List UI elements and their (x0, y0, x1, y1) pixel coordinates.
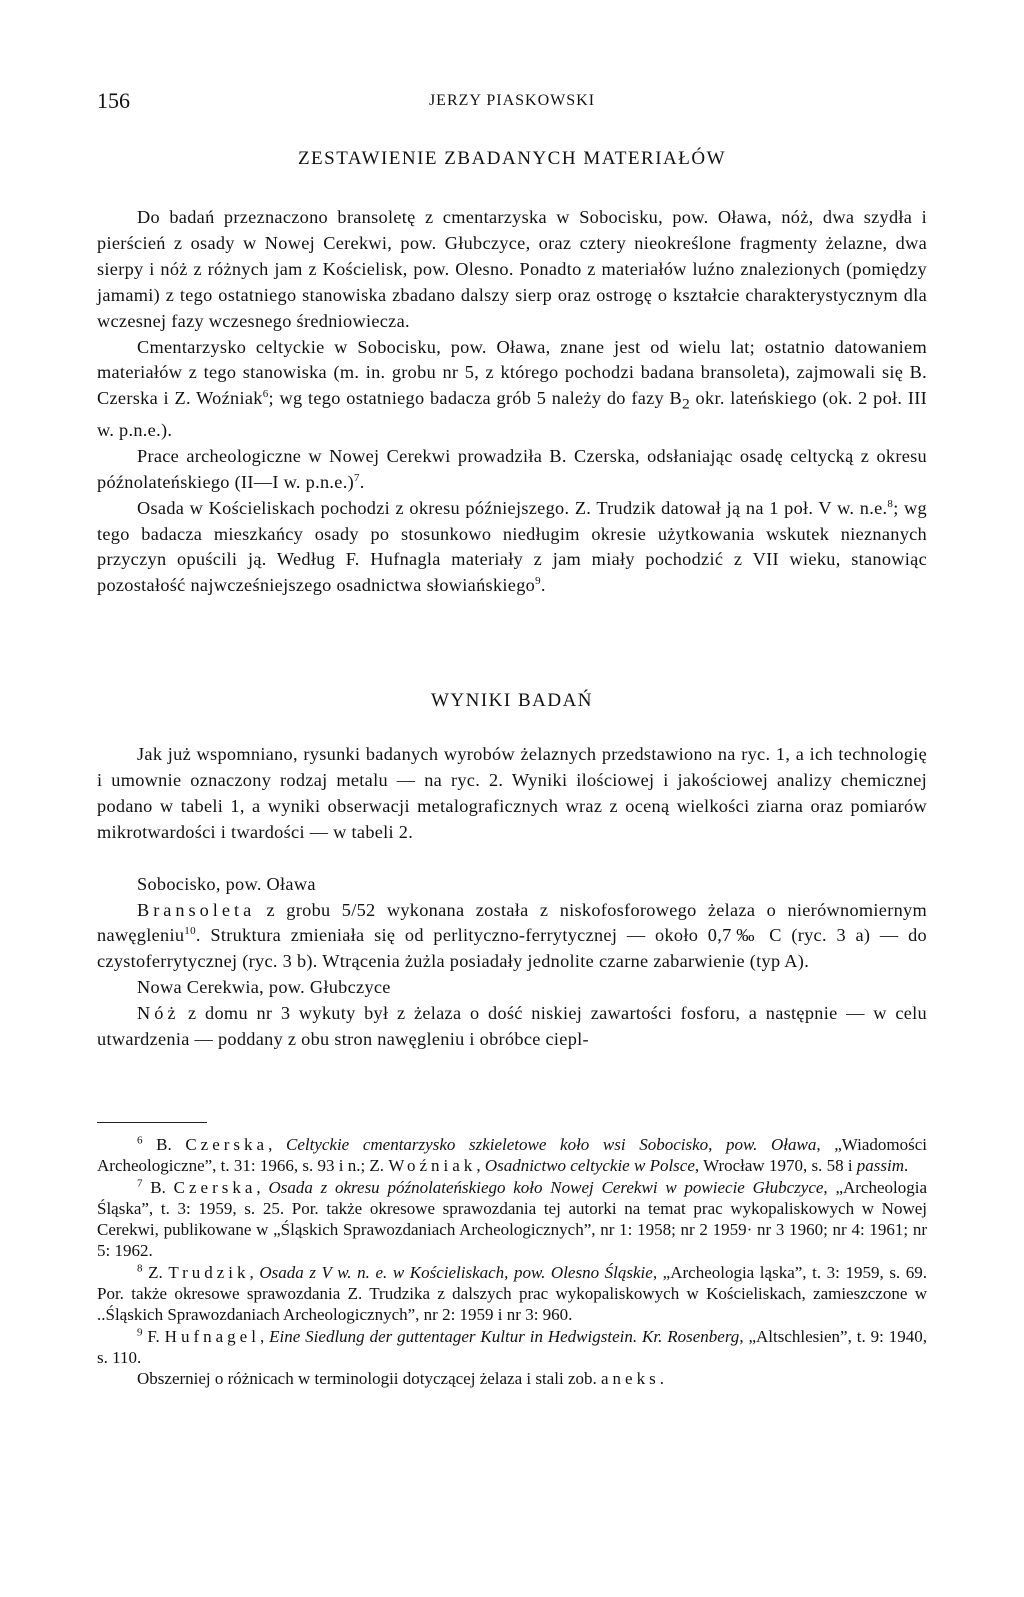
paragraph: Nóż z domu nr 3 wykuty był z żelaza o dość niskiej zawartości fosforu, a następnie — w celu utwardzenia — poddany z obu stron nawęgleniu i obróbce ciepl- (97, 1003, 927, 1050)
paragraph: Jak już wspomniano, rysunki badanych wyrobów żelaznych przedstawiono na ryc. 1, a ich technologię i umownie oznaczony rodzaj metalu — na ryc. 2. Wyniki ilościowej i jakościowej analizy chemicznej podano w tabeli 1, a wyniki obserwacji metalograficznych wraz z oceną wielkości ziarna oraz pomiarów mikrotwardości i twardości — w tabeli 2. (97, 744, 927, 842)
site-heading: Sobocisko, pow. Oława (137, 873, 316, 894)
paragraph: Bransoleta z grobu 5/52 wykonana została z niskofosforowego żelaza o nierównomiernym nawęgleniu$^{10}$. Struktura zmieniała się od perlityczno-ferrytycznej — około 0,7‰ C (ryc. 3 a) — do czystoferrytycznej (ryc. 3 b). Wtrącenia żużla posiadały jednolite czarne zabarwienie (typ A). (97, 899, 927, 972)
paragraph: Osada w Kościeliskach pochodzi z okresu późniejszego. Z. Trudzik datował ją na 1 poł. V w. n.e.$^8$; wg tego badacza mieszkańcy osady po stosunkowo niedługim okresie użytkowania wskutek nieznanych przyczyn opuścili ją. Według F. Hufnagla materiały z jam miały pochodzić z VII wieku, stanowiąc pozostałość najwcześniejszego osadnictwa słowiańskiego$^9$. (97, 497, 927, 596)
paragraph: Do badań przeznaczono bransoletę z cmentarzyska w Sobocisku, pow. Oława, nóż, dwa szydła i pierścień z osady w Nowej Cerekwi, pow. Głubczyce, oraz cztery nieokreślone fragmenty żelazne, dwa sierpy i nóż z różnych jam z Kościelisk, pow. Olesno. Ponadto z materiałów luźno znalezionych (pomiędzy jamami) z tego ostatniego stanowiska zbadano dalszy sierp oraz ostrogę o kształcie charakterystycznym dla wczesnej fazy wczesnego średniowiecza. (97, 207, 927, 331)
footnote-ref[interactable]: 6 (262, 388, 269, 401)
paragraph: Prace archeologiczne w Nowej Cerekwi prowadziła B. Czerska, odsłaniając osadę celtycką z okresu późnolateńskiego (II—I w. p.n.e.)$^7$. (97, 445, 927, 492)
section-heading-materials: ZESTAWIENIE ZBADANYCH MATERIAŁÓW (297, 148, 727, 169)
page-number: 156 (97, 88, 130, 113)
results-section-body (97, 742, 927, 1053)
page-header (97, 88, 927, 122)
section-heading-results: WYNIKI BADAŃ (430, 690, 594, 711)
object-term: Nóż (137, 1003, 180, 1024)
footnote: $^8$ Z. Trudzik, Osada z V w. n. e. w Kościeliskach, pow. Olesno Śląskie, „Archeologia ląska”, t. 3: 1959, s. 69. Por. także okresowe sprawozdania Z. Trudzika z dalszych prac wykopaliskowych w Kościeliskach, zamieszczone w ..Śląskich Sprawozdaniach Archeologicznych”, nr 2: 1959 i nr 3: 960. (97, 1262, 928, 1325)
footnote: $^9$ F. Hufnagel, Eine Siedlung der guttentager Kultur in Hedwigstein. Kr. Rosenberg, „Altschlesien”, t. 9: 1940, s. 110. (97, 1326, 928, 1367)
footnote-ref[interactable]: 7 (353, 471, 360, 484)
footnote-ref[interactable]: 10 (184, 925, 196, 938)
footnote-ref[interactable]: 9 (535, 575, 541, 588)
materials-section-body (97, 205, 927, 599)
footnote: $^6$ B. Czerska, Celtyckie cmentarzysko szkieletowe koło wsi Sobocisko, pow. Oława, „Wiadomości Archeologiczne”, t. 31: 1966, s. 93 i n.; Z. Woźniak, Osadnictwo celtyckie w Polsce, Wrocław 1970, s. 58 i passim. (97, 1134, 927, 1176)
object-term: Bransoleta (137, 899, 256, 920)
footnote-divider (97, 1122, 207, 1123)
site-heading: Nowa Cerekwia, pow. Głubczyce (137, 977, 391, 998)
footnote-ref[interactable]: 8 (887, 497, 894, 510)
running-title: JERZY PIASKOWSKI (428, 92, 596, 109)
paragraph: Cmentarzysko celtyckie w Sobocisku, pow. Oława, znane jest od wielu lat; ostatnio datowaniem materiałów z tego stanowiska (m. in. grobu nr 5, z którego pochodzi badana bransoleta), zajmowali się B. Czerska i Z. Woźniak$^6$; wg tego ostatniego badacza grób 5 należy do fazy $B_2$ okr. lateńskiego (ok. 2 poł. III w. p.n.e.). (97, 336, 927, 440)
footnote: Obszerniej o różnicach w terminologii dotyczącej żelaza i stali zob. aneks. (137, 1369, 664, 1389)
footnote: $^7$ B. Czerska, Osada z okresu późnolateńskiego koło Nowej Cerekwi w powiecie Głubczyce, „Archeologia Śląska”, t. 3: 1959, s. 25. Por. także okresowe sprawozdania tej autorki na temat prac wykopaliskowych w Nowej Cerekwi, publikowane w „Śląskich Sprawozdaniach Archeologicznych”, nr 1: 1958; nr 2 1959· nr 3 1960; nr 4: 1961; nr 5: 1962. (97, 1176, 928, 1261)
footnotes (97, 1134, 927, 1390)
